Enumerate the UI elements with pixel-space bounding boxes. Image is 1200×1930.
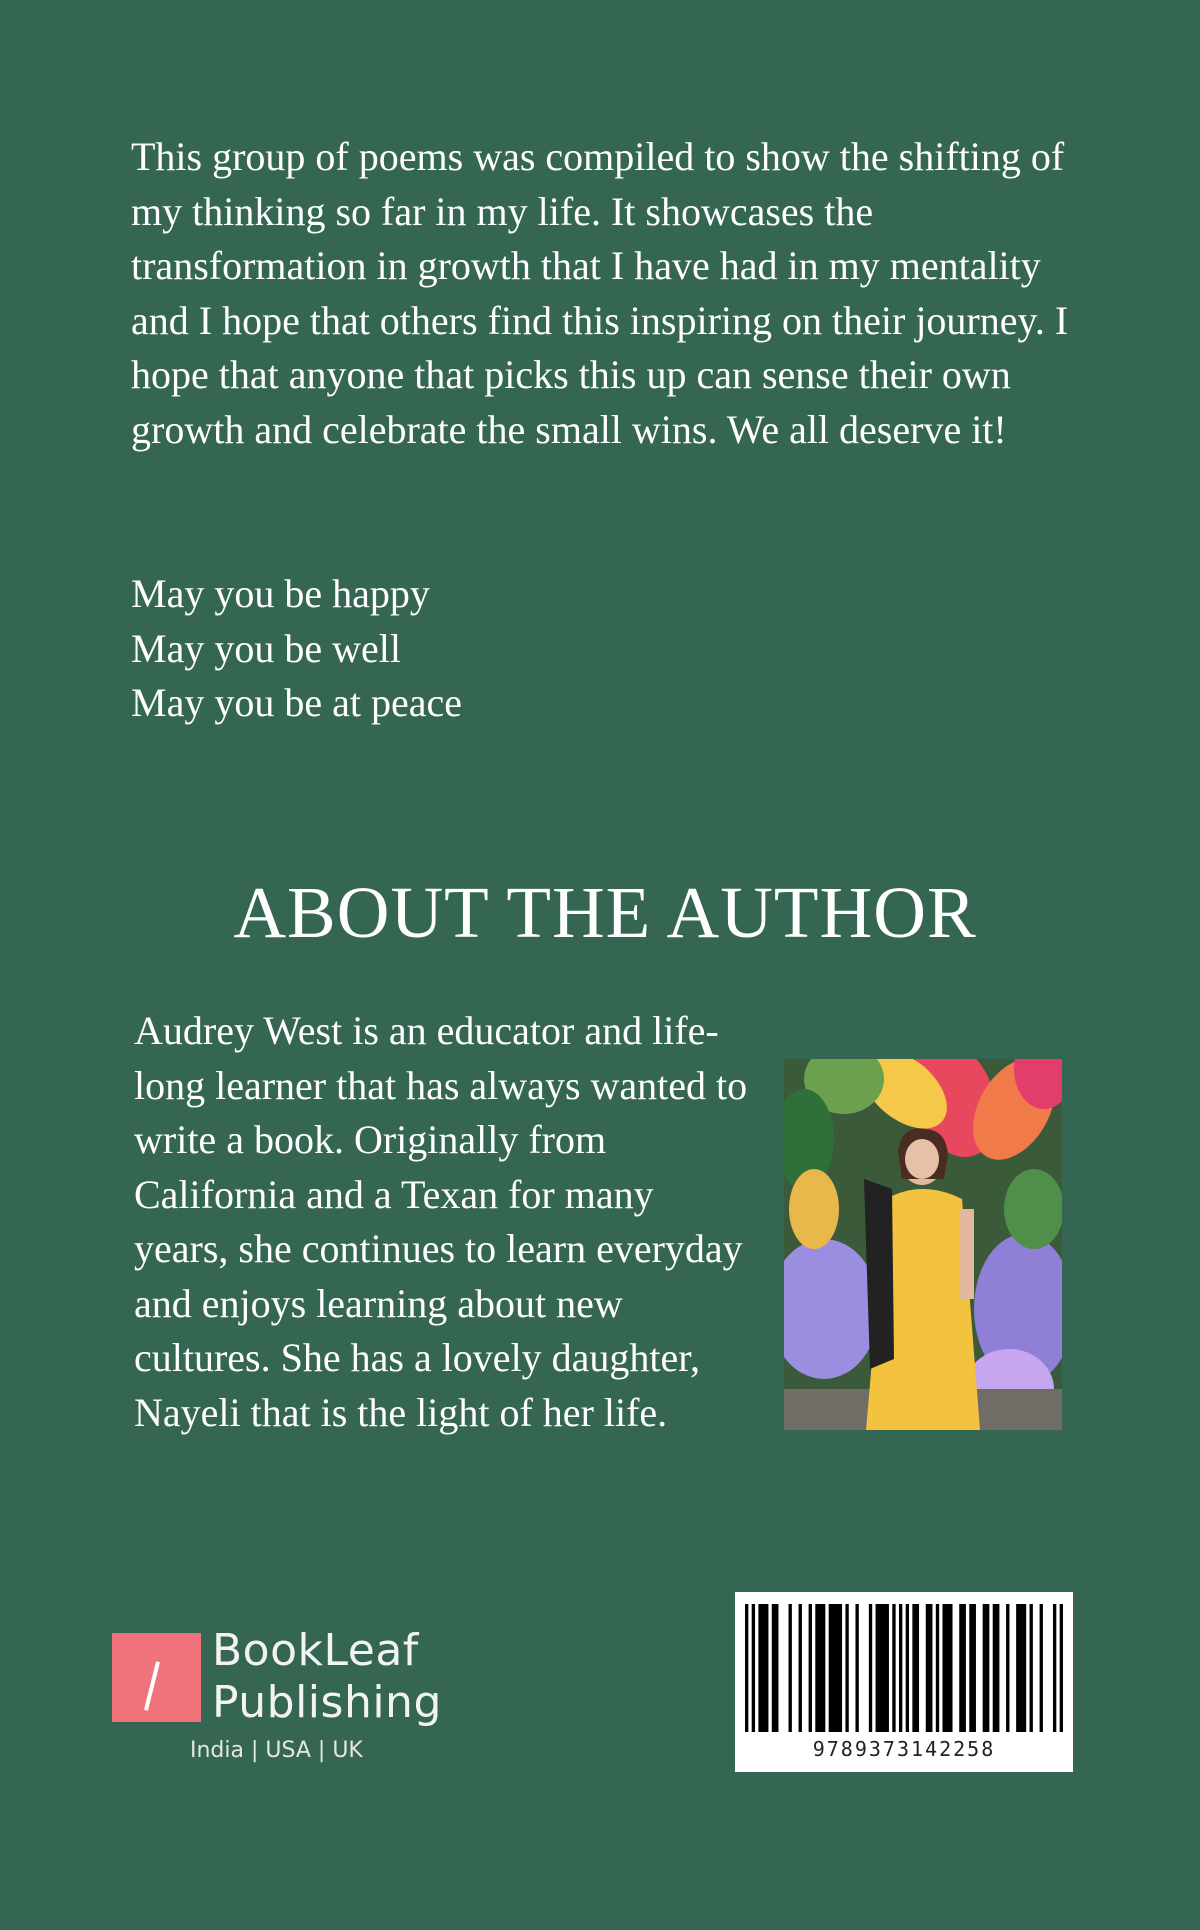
author-photo (784, 1059, 1062, 1430)
barcode-bar (772, 1604, 779, 1732)
isbn-barcode (735, 1592, 1073, 1772)
author-bio: Audrey West is an educator and life-long learner that has always wanted to write a book. Originally from California and a Texan for many years, she continues to learn everyday and enjoys learning about new cultures. She has a lovely daughter, Nayeli that is the light of her life. (134, 1008, 748, 1435)
barcode-bar (758, 1604, 768, 1732)
barcode-bar (1006, 1604, 1009, 1732)
barcode-bar (815, 1604, 825, 1732)
barcode-bar (1040, 1604, 1043, 1732)
barcode-bar (745, 1604, 748, 1732)
barcode-bar (1060, 1604, 1063, 1732)
barcode-bar (969, 1604, 976, 1732)
barcode-bar (899, 1604, 902, 1732)
barcode-bar (912, 1604, 919, 1732)
barcode-bar (1053, 1604, 1056, 1732)
barcode-bar (876, 1604, 889, 1732)
barcode-bar (936, 1604, 939, 1732)
publisher-name-line-1: BookLeaf (212, 1625, 419, 1676)
barcode-bar (799, 1604, 802, 1732)
barcode-bar (942, 1604, 952, 1732)
barcode-bar (809, 1604, 812, 1732)
blurb-paragraph: This group of poems was compiled to show the shifting of my thinking so far in my life. It showcases the transformation in growth that I have had in my mentality and I hope that others find this inspiring on their journey. I hope that anyone that picks this up can sense their own growth and celebrate the small wins. We all deserve it! (131, 134, 1069, 452)
logo-mark (112, 1633, 201, 1722)
barcode-bar (789, 1604, 792, 1732)
barcode-bar (752, 1604, 755, 1732)
blessing-line-1: May you be happy (131, 571, 430, 616)
slash-icon (144, 1661, 160, 1710)
barcode-bar (855, 1604, 858, 1732)
blessing-line-3: May you be at peace (131, 680, 462, 725)
blurb (131, 130, 1091, 457)
barcode-bars (745, 1604, 1063, 1734)
barcode-bar (845, 1604, 848, 1732)
barcode-bar (959, 1604, 966, 1732)
blessing-lines (131, 567, 462, 731)
blessing-line-2: May you be well (131, 625, 401, 671)
about-heading: ABOUT THE AUTHOR (233, 872, 977, 953)
barcode-bar (983, 1604, 990, 1732)
isbn-number: 9789373142258 (812, 1737, 996, 1761)
publisher-logo (112, 1625, 462, 1775)
barcode-bar (1016, 1604, 1026, 1732)
barcode-bar (1030, 1604, 1033, 1732)
barcode-bar (906, 1604, 909, 1732)
barcode-bar (926, 1604, 933, 1732)
publisher-regions: India | USA | UK (190, 1738, 363, 1763)
publisher-name (212, 1625, 442, 1729)
publisher-name-line-2: Publishing (212, 1677, 442, 1728)
barcode-bar (993, 1604, 1000, 1732)
barcode-bar (892, 1604, 895, 1732)
barcode-bar (869, 1604, 872, 1732)
barcode-bar (829, 1604, 842, 1732)
